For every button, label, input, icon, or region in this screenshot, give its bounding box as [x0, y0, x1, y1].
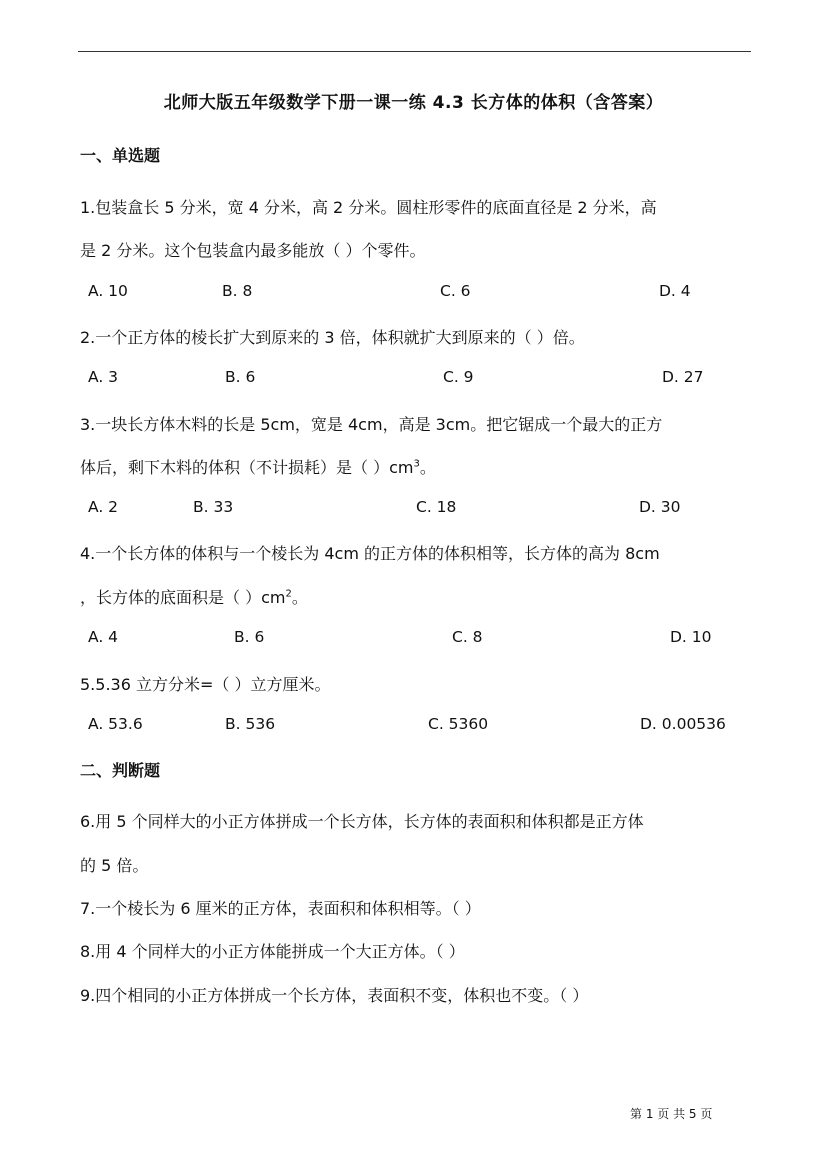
option-c: C. 8: [452, 628, 483, 646]
question-4-line-1: 4.一个长方体的体积与一个棱长为 4cm 的正方体的体积相等，长方体的高为 8cm: [80, 544, 660, 563]
option-c: C. 18: [416, 498, 457, 516]
option-a: A. 10: [88, 282, 128, 300]
option-b: B. 536: [225, 715, 276, 733]
question-4-line-2: [80, 585, 308, 608]
option-a: A. 4: [88, 628, 119, 646]
question-2-line-1: 2.一个正方体的棱长扩大到原来的 3 倍，体积就扩大到原来的（ ）倍。: [80, 328, 585, 347]
option-b: B. 6: [234, 628, 265, 646]
section-heading-single-choice: 一、单选题: [80, 146, 161, 165]
option-a: A. 2: [88, 498, 119, 516]
option-a: A. 3: [88, 368, 119, 386]
option-d: D. 0.00536: [640, 715, 726, 733]
superscript-2: 2: [285, 588, 292, 600]
question-3-options: [88, 498, 748, 520]
question-3-line-2: [80, 455, 436, 478]
question-1-line-2: 是 2 分米。这个包装盒内最多能放（ ）个零件。: [80, 241, 426, 260]
option-b: B. 33: [193, 498, 234, 516]
question-3-line-1: 3.一块长方体木料的长是 5cm，宽是 4cm，高是 3cm。把它锯成一个最大的正方: [80, 415, 663, 434]
option-c: C. 6: [440, 282, 471, 300]
question-5-line-1: 5.5.36 立方分米=（ ）立方厘米。: [80, 675, 331, 694]
option-b: B. 8: [222, 282, 253, 300]
question-8-line-1: 8.用 4 个同样大的小正方体能拼成一个大正方体。（ ）: [80, 942, 465, 961]
option-b: B. 6: [225, 368, 256, 386]
question-9-line-1: 9.四个相同的小正方体拼成一个长方体，表面积不变，体积也不变。（ ）: [80, 986, 589, 1005]
question-4-text: ，长方体的底面积是（ ）cm: [80, 588, 286, 607]
option-c: C. 5360: [428, 715, 489, 733]
question-1-line-1: 1.包装盒长 5 分米，宽 4 分米，高 2 分米。圆柱形零件的底面直径是 2 分米，高: [80, 198, 657, 217]
question-2-options: [88, 368, 748, 390]
superscript-3: 3: [413, 458, 420, 470]
question-3-text: 体后，剩下木料的体积（不计损耗）是（ ）cm: [80, 458, 414, 477]
document-title: 北师大版五年级数学下册一课一练 4.3 长方体的体积（含答案）: [163, 93, 664, 113]
question-4-end: 。: [291, 588, 308, 607]
header-rule: [78, 51, 751, 52]
question-4-options: [88, 628, 748, 650]
question-6-line-2: 的 5 倍。: [80, 856, 149, 875]
option-c: C. 9: [443, 368, 474, 386]
option-d: D. 10: [670, 628, 712, 646]
question-5-options: [88, 715, 748, 737]
option-d: D. 30: [639, 498, 681, 516]
option-a: A. 53.6: [88, 715, 143, 733]
option-d: D. 27: [662, 368, 704, 386]
question-6-line-1: 6.用 5 个同样大的小正方体拼成一个长方体，长方体的表面积和体积都是正方体: [80, 812, 644, 831]
section-heading-true-false: 二、判断题: [80, 761, 161, 780]
question-3-end: 。: [419, 458, 436, 477]
page-number-footer: 第 1 页 共 5 页: [630, 1107, 713, 1121]
question-1-options: [88, 282, 748, 304]
option-d: D. 4: [659, 282, 691, 300]
question-7-line-1: 7.一个棱长为 6 厘米的正方体，表面积和体积相等。（ ）: [80, 899, 481, 918]
